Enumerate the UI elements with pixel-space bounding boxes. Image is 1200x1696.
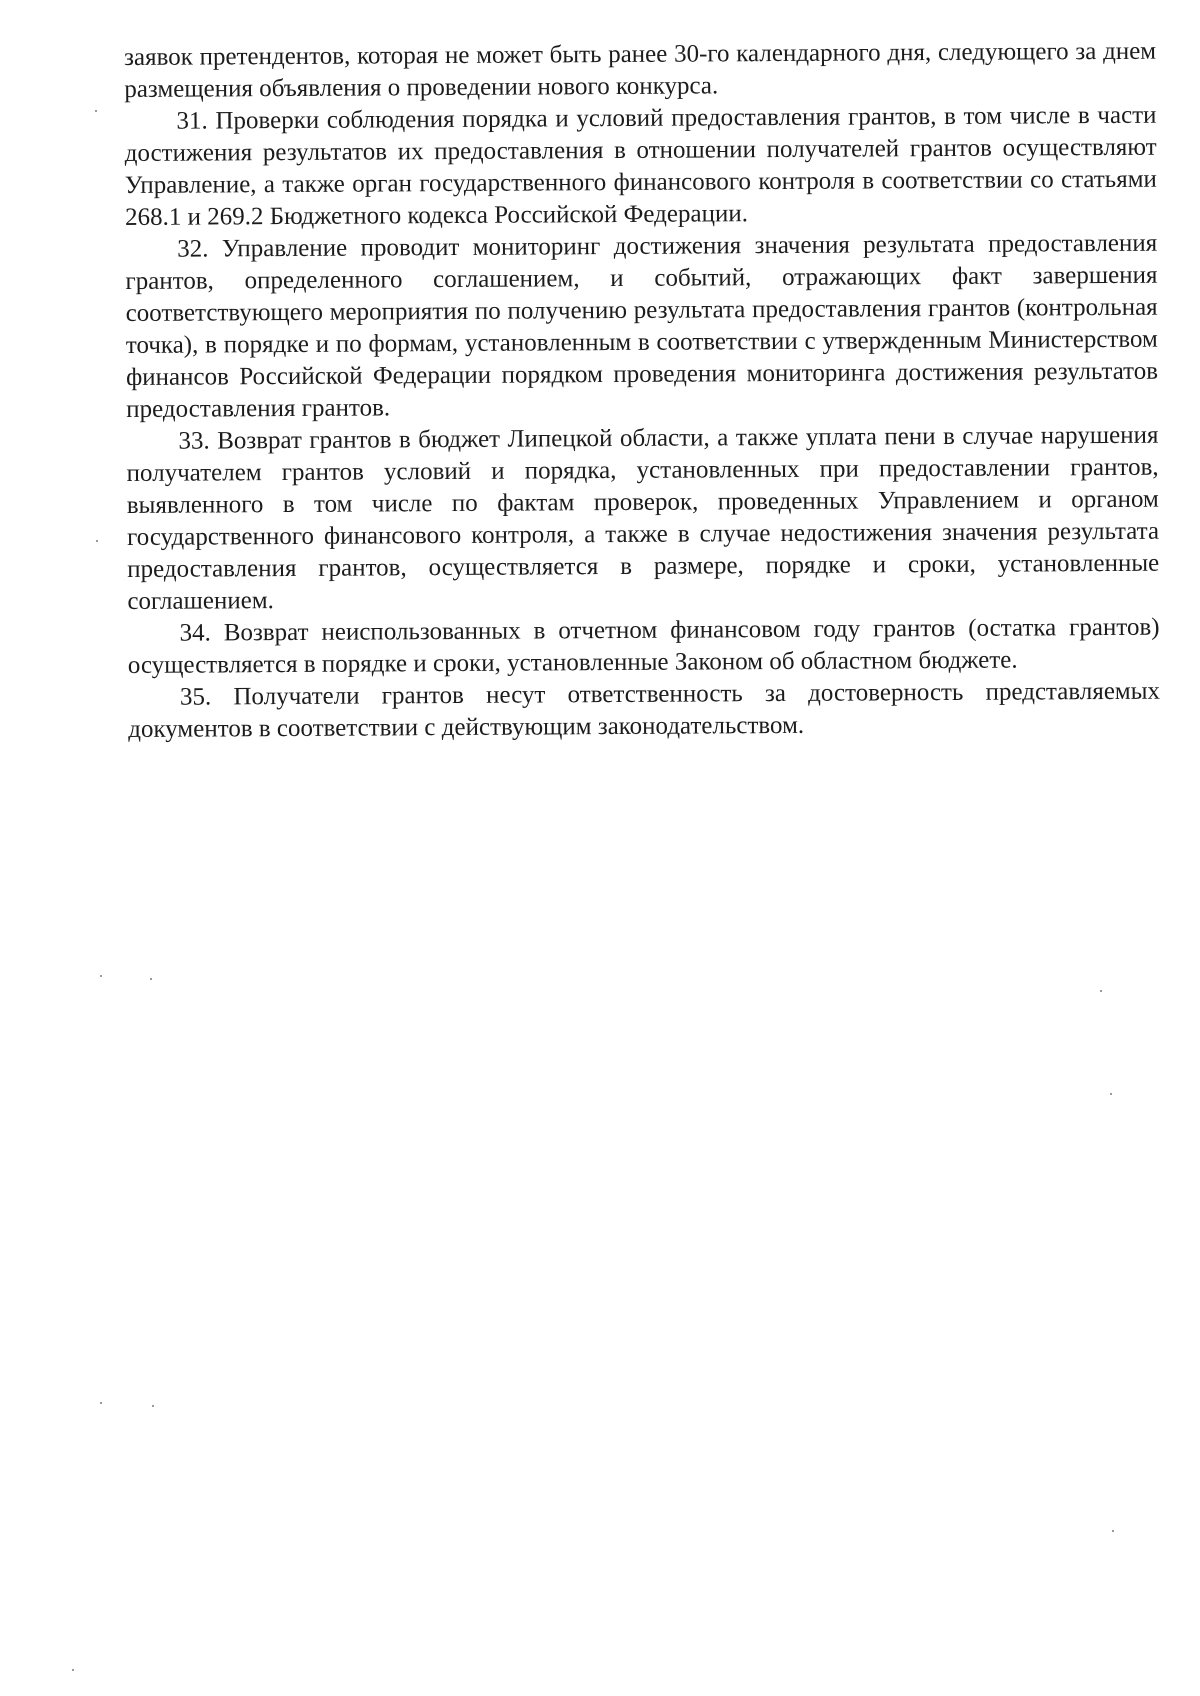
paragraph-35: 35. Получатели грантов несут ответственность за достоверность представляемых документов в соответствии с действующим законодательством. (128, 677, 1161, 743)
scan-speck (152, 1405, 154, 1407)
scan-speck (100, 1402, 102, 1404)
scan-speck (1100, 990, 1102, 992)
scan-speck (100, 975, 102, 977)
scan-speck (96, 540, 98, 542)
scan-speck (72, 1669, 74, 1671)
document-body (124, 36, 1160, 746)
paragraph-31: 31. Проверки соблюдения порядка и условий предоставления грантов, в том числе в части достижения результатов их предоставления в отношении получателей грантов осуществляют Управление, а также орган государственного финансового контроля в соответствии со статьями 268.1 и 269.2 Бюджетного кодекса Российской Федерации. (124, 101, 1157, 231)
paragraph-32: 32. Управление проводит мониторинг достижения значения результата предоставления грантов, определенного соглашением, и событий, отражающих факт завершения соответствующего мероприятия по получению результата предоставления грантов (контрольная точка), в порядке и по формам, установленным в соответствии с утвержденным Министерством финансов Российской Федерации порядком проведения мониторинга достижения результатов предоставления грантов. (125, 229, 1159, 423)
scan-speck (150, 978, 152, 980)
paragraph-34: 34. Возврат неиспользованных в отчетном финансовом году грантов (остатка грантов) осуществляется в порядке и сроки, установленные Законом об областном бюджете. (127, 613, 1160, 679)
scan-speck (1112, 1530, 1114, 1532)
scan-speck (95, 110, 97, 112)
scan-speck (1110, 1093, 1112, 1095)
paragraph-continuation: заявок претендентов, которая не может быть ранее 30-го календарного дня, следующего за днем размещения объявления о проведении нового конкурса. (124, 37, 1157, 103)
paragraph-33: 33. Возврат грантов в бюджет Липецкой области, а также уплата пени в случае нарушения получателем грантов условий и порядка, установленных при предоставлении грантов, выявленного в том числе по фактам проверок, проведенных Управлением и органом государственного финансового контроля, а также в случае недостижения значения результата предоставления грантов, осуществляется в размере, порядке и сроки, установленные соглашением. (126, 421, 1160, 615)
